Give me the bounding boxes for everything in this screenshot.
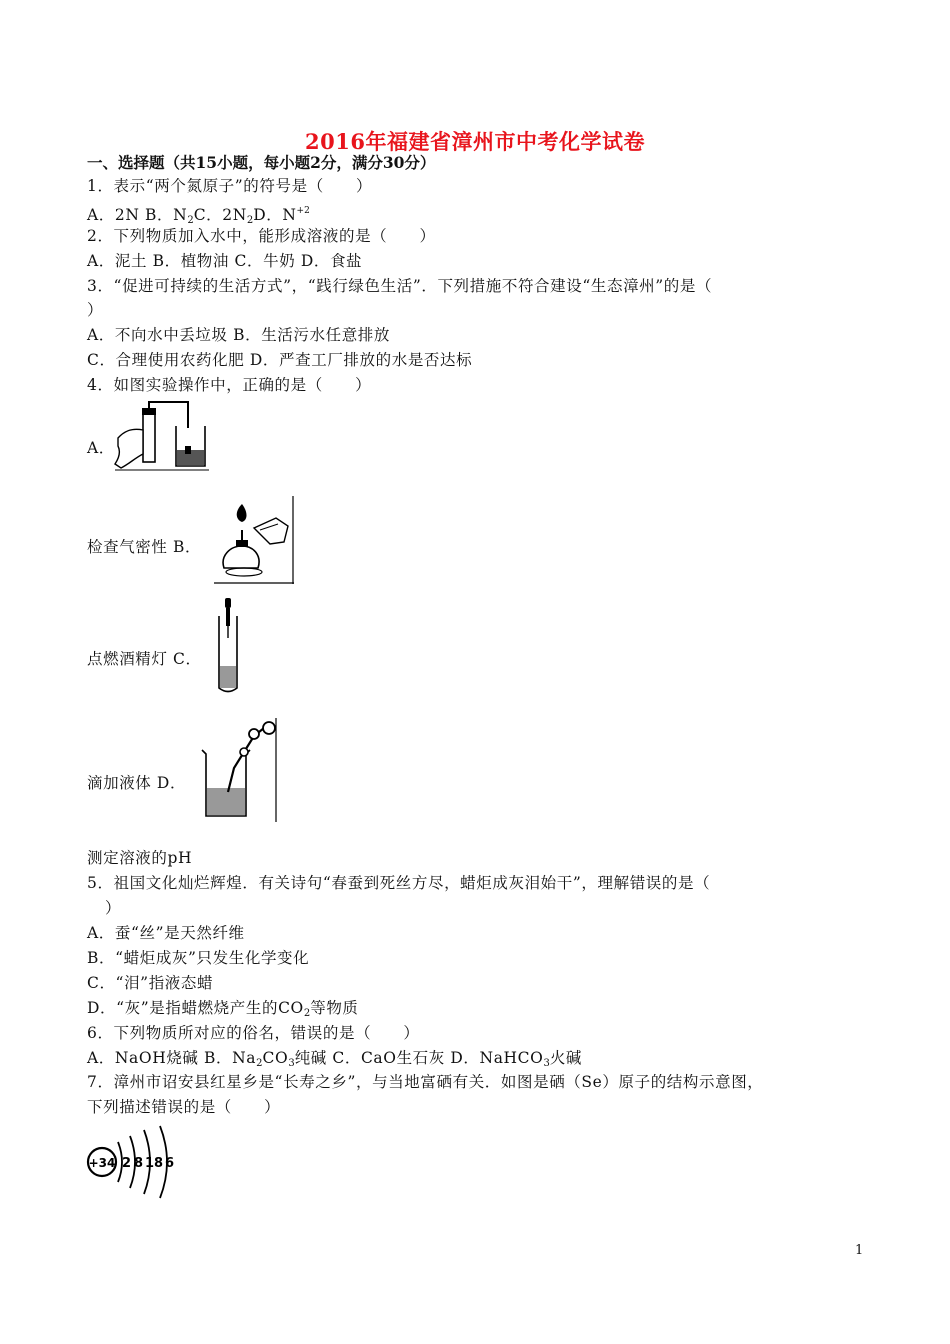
- figure-selenium-atom-structure: [84, 1122, 184, 1202]
- q4-label-d: 滴加液体 D．: [87, 774, 187, 792]
- q4-label-c: 点燃酒精灯 C．: [87, 650, 202, 668]
- q5-option-c: C．“泪”指液态蜡: [87, 974, 214, 992]
- shell-count-2: 8: [134, 1156, 144, 1171]
- q4-label-b: 检查气密性 B．: [87, 538, 202, 556]
- page-title: 2016年福建省漳州市中考化学试卷: [305, 129, 645, 154]
- q3-options-1: A．不向水中丢垃圾 B．生活污水任意排放: [87, 326, 391, 344]
- shell-count-4: 6: [165, 1156, 175, 1171]
- q5-option-b: B．“蜡炬成灰”只发生化学变化: [87, 949, 310, 967]
- nucleus-charge: +34: [88, 1156, 116, 1170]
- q2-options: A．泥土 B．植物油 C．牛奶 D．食盐: [87, 252, 363, 270]
- figure-measuring-ph: [196, 718, 280, 824]
- q3-stem: 3．“促进可持续的生活方式”，“践行绿色生活”．下列措施不符合建设“生态漳州”的是（: [87, 277, 713, 295]
- q4-label-end: 测定溶液的pH: [87, 849, 193, 867]
- figure-lighting-alcohol-lamp: [214, 496, 296, 584]
- q2-stem: 2．下列物质加入水中，能形成溶液的是（ ）: [87, 227, 436, 245]
- q7-stem-2: 下列描述错误的是（ ）: [87, 1098, 281, 1116]
- q6-options: A．NaOH烧碱 B．$Na_2CO_3$纯碱 C．CaO生石灰 D．NaHCO$_3$火碱: [87, 1049, 583, 1069]
- q1-options: A．2N B．$N_2C$．$2N_2D$．$N^{+2}$: [87, 206, 310, 226]
- section-heading: 一、选择题（共15小题，每小题2分，满分30分）: [87, 153, 436, 172]
- q4-label-a: A．: [87, 439, 115, 457]
- q5-option-d: D．“灰”是指蜡燃烧产生的$CO_2$等物质: [87, 999, 359, 1019]
- q1-stem: 1．表示“两个氮原子”的符号是（ ）: [87, 177, 373, 195]
- q5-stem: 5．祖国文化灿烂辉煌．有关诗句“春蚕到死丝方尽，蜡炬成灰泪始干”，理解错误的是（: [87, 874, 711, 892]
- shell-count-1: 2: [122, 1156, 132, 1171]
- q6-stem: 6．下列物质所对应的俗名，错误的是（ ）: [87, 1024, 420, 1042]
- page-number: 1: [855, 1243, 864, 1258]
- q3-options-2: C．合理使用农药化肥 D．严查工厂排放的水是否达标: [87, 351, 473, 369]
- shell-count-3: 18: [145, 1156, 164, 1171]
- q3-stem-end: ）: [87, 301, 104, 319]
- q5-option-a: A．蚕“丝”是天然纤维: [87, 924, 245, 942]
- figure-airtightness-check: [113, 398, 213, 472]
- q7-stem: 7．漳州市诏安县红星乡是“长寿之乡”，与当地富硒有关．如图是硒（Se）原子的结构示意图，: [87, 1073, 764, 1091]
- q4-stem: 4．如图实验操作中，正确的是（ ）: [87, 376, 372, 394]
- figure-dropping-liquid: [210, 596, 246, 696]
- q5-stem-end: ）: [105, 899, 122, 917]
